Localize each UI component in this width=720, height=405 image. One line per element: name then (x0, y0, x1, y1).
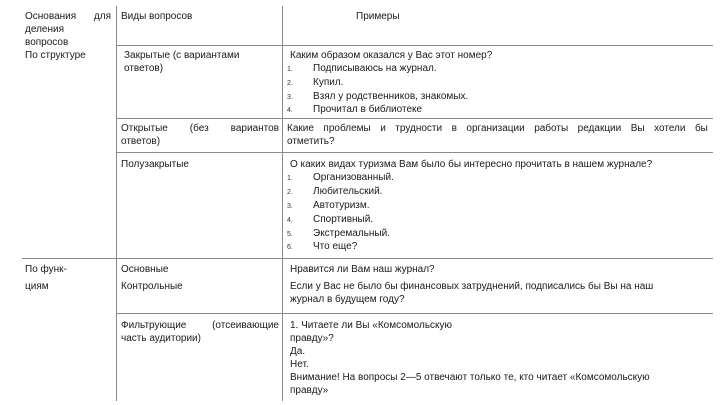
filter-type-line2: часть аудитории) (121, 333, 201, 344)
semi-option-number: 5. (287, 231, 293, 238)
semi-option: Организованный. (313, 172, 394, 183)
semi-option-number: 3. (287, 203, 293, 210)
open-example-line1: Какие проблемы и трудности в организации работы редакции Вы хотели бы (287, 123, 708, 134)
filter-example-line4: Нет. (290, 359, 309, 370)
row-divider-open (116, 152, 713, 153)
semi-option-number: 2. (287, 189, 293, 196)
basic-type: Основные (121, 264, 169, 275)
semi-option: Автотуризм. (313, 200, 370, 211)
closed-option-number: 3. (287, 94, 293, 101)
group-label-functions-line2: циям (25, 281, 49, 292)
closed-option-number: 1. (287, 66, 293, 73)
semi-option: Спортивный. (313, 214, 374, 225)
group-label-functions-line1: По функ- (25, 264, 67, 275)
closed-option: Купил. (313, 77, 344, 88)
filter-example-line3: Да. (290, 346, 306, 357)
col-divider-2 (282, 6, 283, 401)
closed-option-number: 4. (287, 107, 293, 114)
row-divider-semi (22, 258, 713, 259)
semi-option-number: 4. (287, 217, 293, 224)
control-type: Контрольные (121, 281, 183, 292)
control-example-line2: журнал в будущем году? (290, 294, 405, 305)
basic-example: Нравится ли Вам наш журнал? (290, 264, 435, 275)
closed-option: Подписываюсь на журнал. (313, 63, 437, 74)
header-types: Виды вопросов (121, 11, 193, 22)
semi-type: Полузакрытые (121, 159, 189, 170)
control-example-line1: Если у Вас не было бы финансовых затруднений, подписались бы Вы на наш (290, 281, 654, 292)
header-basis-line3: вопросов (25, 37, 69, 48)
semi-option: Что еще? (313, 241, 358, 252)
semi-question: О каких видах туризма Вам было бы интересно прочитать в нашем журнале? (290, 159, 653, 170)
closed-option: Прочитал в библиотеке (313, 104, 423, 115)
row-divider-closed (116, 118, 713, 119)
filter-type-line1: Фильтрующие (отсеивающие (121, 320, 279, 331)
group-label-structure: По структуре (25, 50, 86, 61)
row-divider-header (116, 45, 713, 46)
row-divider-control (116, 313, 713, 314)
filter-example-line6: правду» (290, 385, 329, 396)
semi-option-number: 6. (287, 244, 293, 251)
semi-option-number: 1. (287, 175, 293, 182)
open-type-line2: ответов) (121, 136, 161, 147)
filter-example-line2: правду»? (290, 333, 334, 344)
semi-option: Любительский. (313, 186, 383, 197)
col-divider-1 (116, 6, 117, 401)
open-type-line1: Открытые (без вариантов (121, 123, 279, 134)
closed-type-line1: Закрытые (с вариантами (124, 50, 240, 61)
closed-option: Взял у родственников, знакомых. (313, 91, 469, 102)
header-basis-line1: Основания для (25, 11, 111, 22)
closed-type-line2: ответов) (124, 63, 164, 74)
closed-option-number: 2. (287, 80, 293, 87)
closed-question: Каким образом оказался у Вас этот номер? (290, 50, 493, 61)
open-example-line2: отметить? (287, 136, 335, 147)
filter-example-line1: 1. Читаете ли Вы «Комсомольскую (290, 320, 453, 331)
semi-option: Экстремальный. (313, 228, 390, 239)
header-basis-line2: деления (25, 24, 64, 35)
filter-example-line5: Внимание! На вопросы 2—5 отвечают только те, кто читает «Комсомольскую (290, 372, 650, 383)
header-examples: Примеры (356, 11, 400, 22)
